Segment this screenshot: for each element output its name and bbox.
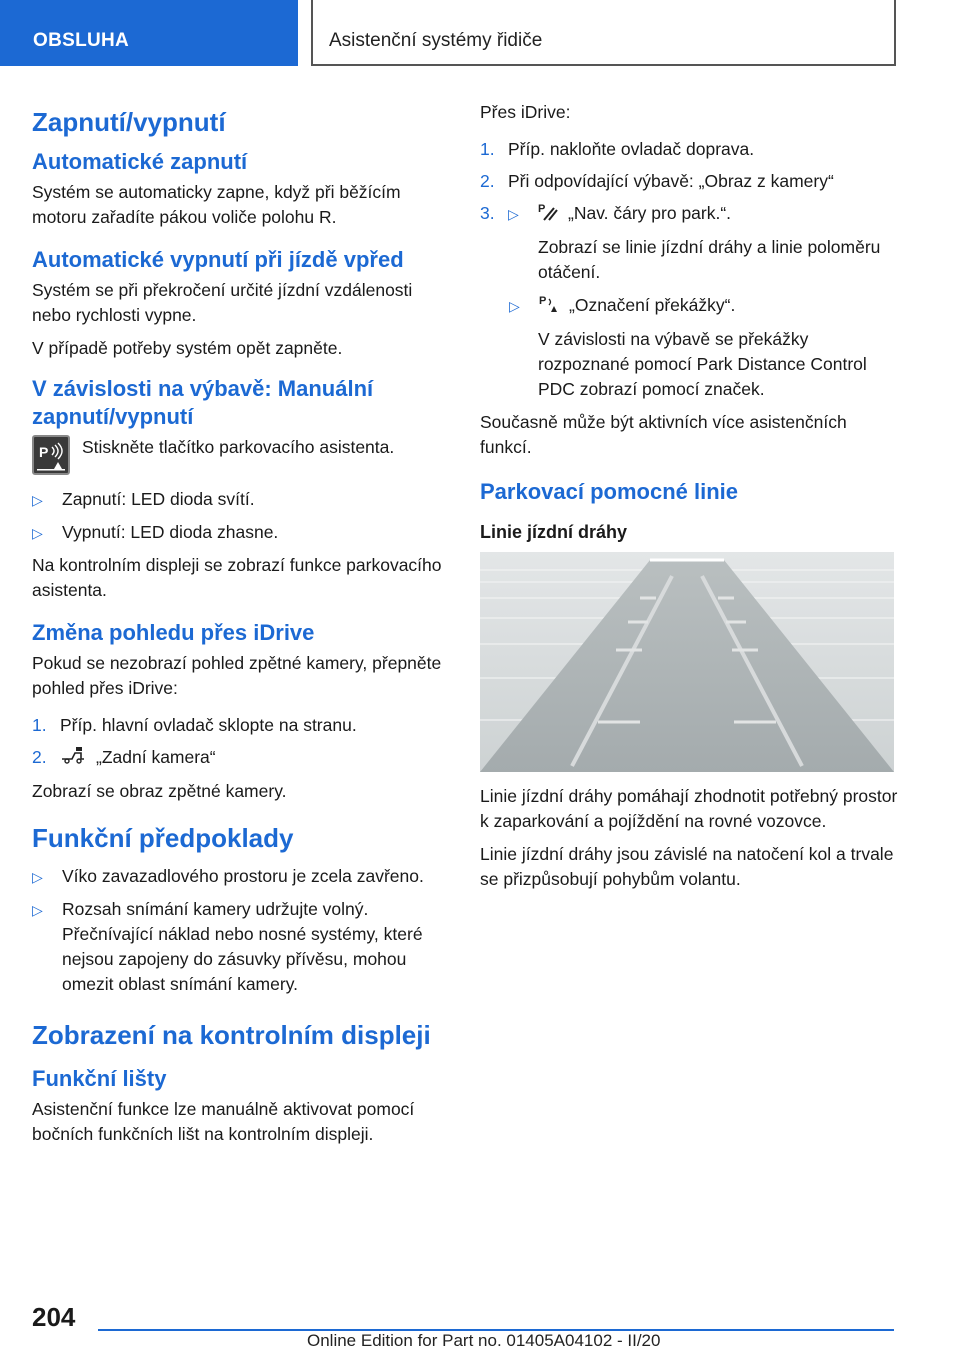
para-display: Na kontrolním displeji se zobrazí funkce parkovacího asistenta. <box>32 555 442 600</box>
para-auto-off-2: V případě potřeby systém opět zapněte. <box>32 338 343 358</box>
para-press-button: Stiskněte tlačítko parkovacího asistenta. <box>82 437 395 457</box>
step-1: 1. Příp. hlavní ovladač sklopte na stranu. <box>32 715 357 735</box>
para-idrive: Přes iDrive: <box>480 102 571 122</box>
header-section: OBSLUHA <box>33 30 130 51</box>
right-step-4-desc: V závislosti na výbavě se překážky rozpoznané pomocí Park Distance Control PDC zobrazí pomocí značek. <box>538 329 867 399</box>
heading-parking-lines: Parkovací pomocné linie <box>480 479 738 504</box>
heading-display: Zobrazení na kontrolním displeji <box>32 1020 431 1050</box>
heading-manual: V závislosti na výbavě: Manuální zapnutí/vypnutí <box>32 376 374 429</box>
header-chapter: Asistenční systémy řidiče <box>329 30 543 51</box>
para-auto-on: Systém se automaticky zapne, když při běžícím motoru zařadíte pákou voliče polohu R. <box>32 182 401 227</box>
svg-text:P: P <box>538 203 546 215</box>
para-image: Zobrazí se obraz zpětné kamery. <box>32 781 287 801</box>
right-step-2: 2. Při odpovídající výbavě: „Obraz z kamery“ <box>480 171 834 191</box>
right-step-1: 1. Příp. nakloňte ovladač doprava. <box>480 139 755 159</box>
page-number: 204 <box>32 1302 76 1332</box>
triangle-bullet-icon: ▷ <box>32 525 43 541</box>
para-lane-1: Linie jízdní dráhy pomáhají zhodnotit potřebný prostor k zaparkování a pojíždění na rovné vozovce. <box>480 786 898 831</box>
parking-lines-icon <box>538 201 558 228</box>
lane-lines-illustration <box>480 552 894 772</box>
right-step-3-desc: Zobrazí se linie jízdní dráhy a linie poloměru otáčení. <box>538 237 881 282</box>
header-section-tab <box>0 0 298 66</box>
triangle-bullet-icon: ▷ <box>509 298 520 314</box>
para-function-bars: Asistenční funkce lze manuálně aktivovat pomocí bočních funkčních lišt na kontrolním displeji. <box>32 1099 415 1144</box>
header-chapter-tab <box>311 0 896 66</box>
rear-camera-icon <box>60 745 86 772</box>
heading-auto-on: Automatické zapnutí <box>32 149 248 174</box>
heading-requirements: Funkční předpoklady <box>32 823 294 853</box>
triangle-bullet-icon: ▷ <box>32 902 43 918</box>
svg-text:P: P <box>39 444 49 460</box>
para-auto-off-1: Systém se při překročení určité jízdní vzdálenosti nebo rychlosti vypne. <box>32 280 413 325</box>
parking-button-row <box>32 435 450 475</box>
svg-text:P: P <box>539 295 547 307</box>
heading-auto-off: Automatické vypnutí při jízdě vpřed <box>32 247 404 272</box>
right-step-4: ▷ P „Označení překážky“. <box>480 293 898 320</box>
para-lane-2: Linie jízdní dráhy jsou závislé na natočení kol a trvale se přizpůsobují pohybům volantu. <box>480 844 894 889</box>
bullet-req-2: ▷ Rozsah snímání kamery udržujte volný. Přečnívající náklad nebo nosné systémy, které nejsou zapojeny do zásuvky přívěsu, mohou omezit oblast snímání kamery. <box>32 897 450 997</box>
triangle-bullet-icon: ▷ <box>32 869 43 885</box>
footer-edition: Online Edition for Part no. 01405A04102 - II/20 <box>307 1331 661 1350</box>
bullet-led-on: ▷ Zapnutí: LED dioda svítí. <box>32 487 450 513</box>
step-2: 2. „Zadní kamera“ <box>32 745 450 772</box>
right-step-3: 3. ▷ P „Nav. čáry pro park.“. <box>480 201 898 228</box>
heading-function-bars: Funkční lišty <box>32 1066 167 1091</box>
para-multiple-functions: Současně může být aktivních více asistenčních funkcí. <box>480 412 847 457</box>
heading-view: Změna pohledu přes iDrive <box>32 620 315 645</box>
bullet-req-1: ▷ Víko zavazadlového prostoru je zcela zavřeno. <box>32 864 450 890</box>
bullet-led-off: ▷ Vypnutí: LED dioda zhasne. <box>32 520 450 546</box>
para-view: Pokud se nezobrazí pohled zpětné kamery, přepněte pohled přes iDrive: <box>32 653 442 698</box>
triangle-bullet-icon: ▷ <box>508 206 519 222</box>
left-column <box>32 100 450 1155</box>
heading-lane-lines: Linie jízdní dráhy <box>480 522 628 542</box>
obstacle-marker-icon <box>539 293 559 320</box>
heading-onoff: Zapnutí/vypnutí <box>32 107 226 137</box>
triangle-bullet-icon: ▷ <box>32 492 43 508</box>
right-column <box>480 100 898 900</box>
parking-assistant-button-icon <box>32 435 70 475</box>
